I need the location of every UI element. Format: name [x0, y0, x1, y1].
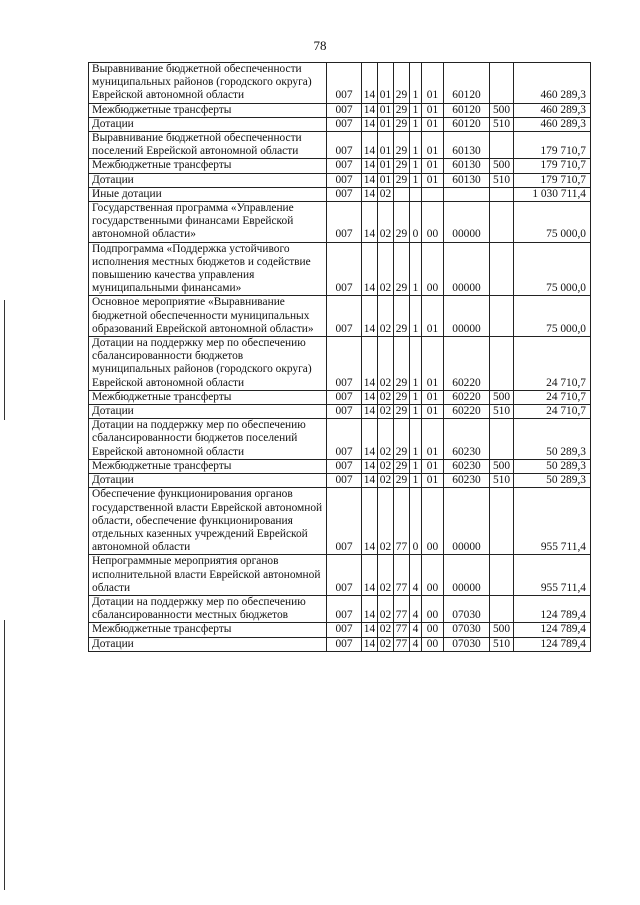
row-gr-code: 007 — [327, 103, 362, 117]
row-name: Межбюджетные трансферты — [89, 623, 327, 637]
row-vr-code: 510 — [490, 637, 514, 651]
row-program-code: 29 — [394, 117, 410, 131]
row-name: Непрограммные мероприятия органов исполнительной власти Еврейской автономной области — [89, 555, 327, 596]
row-event-code: 01 — [422, 63, 444, 104]
row-program-code: 29 — [394, 390, 410, 404]
row-gr-code: 007 — [327, 637, 362, 651]
row-event-code: 00 — [422, 623, 444, 637]
row-rz-code: 14 — [362, 405, 378, 419]
row-subprogram-code: 4 — [410, 637, 422, 651]
row-gr-code: 007 — [327, 474, 362, 488]
row-name: Дотации на поддержку мер по обеспечению сбалансированности бюджетов поселений Еврейской автономной области — [89, 419, 327, 460]
row-direction-code: 60230 — [444, 459, 490, 473]
row-rz-code: 14 — [362, 390, 378, 404]
row-subprogram-code: 1 — [410, 132, 422, 159]
row-program-code: 77 — [394, 623, 410, 637]
row-rz-code: 14 — [362, 419, 378, 460]
row-vr-code — [490, 595, 514, 622]
row-sum: 955 711,4 — [514, 555, 591, 596]
row-name: Обеспечение функционирования органов государственной власти Еврейской автономной области, обеспечение функционирования отдельных казенных учреждений Еврейской автономной области — [89, 488, 327, 555]
row-sum: 460 289,3 — [514, 117, 591, 131]
table-row — [89, 637, 591, 651]
row-pr-code: 02 — [378, 488, 394, 555]
row-subprogram-code: 1 — [410, 390, 422, 404]
row-program-code: 29 — [394, 337, 410, 391]
row-gr-code: 007 — [327, 63, 362, 104]
row-name: Подпрограмма «Поддержка устойчивого исполнения местных бюджетов и содействие повышению качества управления муниципальными финансами» — [89, 242, 327, 296]
row-subprogram-code — [410, 187, 422, 201]
row-direction-code — [444, 187, 490, 201]
row-gr-code: 007 — [327, 390, 362, 404]
row-subprogram-code: 1 — [410, 459, 422, 473]
row-subprogram-code: 1 — [410, 405, 422, 419]
row-rz-code: 14 — [362, 103, 378, 117]
row-program-code: 29 — [394, 459, 410, 473]
row-gr-code: 007 — [327, 159, 362, 173]
table-row — [89, 474, 591, 488]
row-pr-code: 01 — [378, 159, 394, 173]
row-subprogram-code: 1 — [410, 242, 422, 296]
row-vr-code — [490, 63, 514, 104]
row-subprogram-code: 0 — [410, 488, 422, 555]
row-direction-code: 00000 — [444, 296, 490, 337]
row-direction-code: 07030 — [444, 595, 490, 622]
table-row — [89, 63, 591, 104]
budget-table-body — [89, 63, 591, 652]
table-row — [89, 488, 591, 555]
row-vr-code — [490, 337, 514, 391]
row-name: Дотации на поддержку мер по обеспечению сбалансированности местных бюджетов — [89, 595, 327, 622]
row-direction-code: 00000 — [444, 242, 490, 296]
row-vr-code — [490, 555, 514, 596]
row-sum: 50 289,3 — [514, 474, 591, 488]
row-subprogram-code: 1 — [410, 103, 422, 117]
row-subprogram-code: 1 — [410, 117, 422, 131]
row-event-code — [422, 187, 444, 201]
row-gr-code: 007 — [327, 405, 362, 419]
row-program-code: 29 — [394, 405, 410, 419]
row-event-code: 01 — [422, 103, 444, 117]
row-subprogram-code: 1 — [410, 63, 422, 104]
row-pr-code: 02 — [378, 405, 394, 419]
row-event-code: 01 — [422, 419, 444, 460]
page-number: 78 — [313, 38, 327, 53]
row-name: Дотации — [89, 405, 327, 419]
row-event-code: 00 — [422, 202, 444, 243]
budget-table — [88, 62, 591, 652]
row-pr-code: 02 — [378, 242, 394, 296]
row-sum: 124 789,4 — [514, 637, 591, 651]
row-vr-code — [490, 202, 514, 243]
table-row — [89, 555, 591, 596]
row-rz-code: 14 — [362, 63, 378, 104]
row-rz-code: 14 — [362, 459, 378, 473]
row-event-code: 01 — [422, 474, 444, 488]
table-row — [89, 419, 591, 460]
row-event-code: 00 — [422, 488, 444, 555]
row-pr-code: 02 — [378, 474, 394, 488]
row-gr-code: 007 — [327, 187, 362, 201]
row-event-code: 01 — [422, 459, 444, 473]
row-event-code: 00 — [422, 555, 444, 596]
row-event-code: 01 — [422, 390, 444, 404]
row-rz-code: 14 — [362, 159, 378, 173]
row-pr-code: 02 — [378, 459, 394, 473]
row-program-code: 77 — [394, 488, 410, 555]
row-program-code: 77 — [394, 555, 410, 596]
row-subprogram-code: 1 — [410, 173, 422, 187]
row-name: Межбюджетные трансферты — [89, 103, 327, 117]
row-program-code: 77 — [394, 637, 410, 651]
row-sum: 1 030 711,4 — [514, 187, 591, 201]
row-direction-code: 60120 — [444, 63, 490, 104]
row-sum: 24 710,7 — [514, 337, 591, 391]
row-event-code: 01 — [422, 337, 444, 391]
table-row — [89, 242, 591, 296]
row-pr-code: 01 — [378, 103, 394, 117]
row-program-code — [394, 187, 410, 201]
row-direction-code: 60130 — [444, 132, 490, 159]
row-pr-code: 02 — [378, 337, 394, 391]
row-vr-code — [490, 187, 514, 201]
row-event-code: 01 — [422, 296, 444, 337]
row-name: Дотации — [89, 637, 327, 651]
table-row — [89, 390, 591, 404]
row-direction-code: 00000 — [444, 202, 490, 243]
row-program-code: 29 — [394, 202, 410, 243]
row-name: Дотации — [89, 173, 327, 187]
row-sum: 179 710,7 — [514, 159, 591, 173]
row-rz-code: 14 — [362, 117, 378, 131]
table-row — [89, 173, 591, 187]
row-gr-code: 007 — [327, 117, 362, 131]
row-subprogram-code: 4 — [410, 623, 422, 637]
row-name: Дотации на поддержку мер по обеспечению сбалансированности бюджетов муниципальных районов (городского округа) Еврейской автономной области — [89, 337, 327, 391]
row-program-code: 29 — [394, 173, 410, 187]
row-event-code: 00 — [422, 595, 444, 622]
row-direction-code: 60220 — [444, 390, 490, 404]
row-sum: 179 710,7 — [514, 132, 591, 159]
row-rz-code: 14 — [362, 242, 378, 296]
row-subprogram-code: 1 — [410, 159, 422, 173]
row-direction-code: 60130 — [444, 173, 490, 187]
row-name: Межбюджетные трансферты — [89, 390, 327, 404]
row-name: Межбюджетные трансферты — [89, 459, 327, 473]
row-vr-code: 510 — [490, 405, 514, 419]
table-row — [89, 132, 591, 159]
table-row — [89, 187, 591, 201]
row-event-code: 00 — [422, 637, 444, 651]
row-vr-code: 500 — [490, 103, 514, 117]
table-row — [89, 595, 591, 622]
row-sum: 50 289,3 — [514, 459, 591, 473]
row-rz-code: 14 — [362, 132, 378, 159]
row-sum: 75 000,0 — [514, 202, 591, 243]
row-sum: 955 711,4 — [514, 488, 591, 555]
row-gr-code: 007 — [327, 623, 362, 637]
row-gr-code: 007 — [327, 242, 362, 296]
row-sum: 75 000,0 — [514, 296, 591, 337]
row-direction-code: 60130 — [444, 159, 490, 173]
row-vr-code: 510 — [490, 117, 514, 131]
row-vr-code — [490, 242, 514, 296]
row-sum: 124 789,4 — [514, 623, 591, 637]
row-program-code: 29 — [394, 296, 410, 337]
row-rz-code: 14 — [362, 555, 378, 596]
row-vr-code — [490, 419, 514, 460]
row-gr-code: 007 — [327, 132, 362, 159]
row-program-code: 29 — [394, 63, 410, 104]
row-name: Выравнивание бюджетной обеспеченности муниципальных районов (городского округа) Еврейской автономной области — [89, 63, 327, 104]
row-direction-code: 00000 — [444, 555, 490, 596]
row-vr-code: 500 — [490, 390, 514, 404]
table-row — [89, 337, 591, 391]
row-event-code: 00 — [422, 242, 444, 296]
table-row — [89, 623, 591, 637]
row-vr-code — [490, 132, 514, 159]
row-name: Межбюджетные трансферты — [89, 159, 327, 173]
row-pr-code: 02 — [378, 555, 394, 596]
row-rz-code: 14 — [362, 474, 378, 488]
row-pr-code: 02 — [378, 595, 394, 622]
row-sum: 460 289,3 — [514, 103, 591, 117]
row-rz-code: 14 — [362, 623, 378, 637]
row-sum: 24 710,7 — [514, 390, 591, 404]
row-event-code: 01 — [422, 159, 444, 173]
row-pr-code: 01 — [378, 63, 394, 104]
row-program-code: 29 — [394, 132, 410, 159]
table-row — [89, 202, 591, 243]
row-rz-code: 14 — [362, 337, 378, 391]
row-sum: 124 789,4 — [514, 595, 591, 622]
row-vr-code — [490, 296, 514, 337]
row-rz-code: 14 — [362, 187, 378, 201]
row-program-code: 29 — [394, 474, 410, 488]
row-pr-code: 02 — [378, 419, 394, 460]
row-vr-code: 510 — [490, 474, 514, 488]
row-event-code: 01 — [422, 173, 444, 187]
row-pr-code: 02 — [378, 202, 394, 243]
row-sum: 24 710,7 — [514, 405, 591, 419]
row-pr-code: 02 — [378, 187, 394, 201]
row-subprogram-code: 4 — [410, 555, 422, 596]
row-gr-code: 007 — [327, 173, 362, 187]
row-direction-code: 60230 — [444, 474, 490, 488]
row-pr-code: 01 — [378, 117, 394, 131]
row-direction-code: 60220 — [444, 337, 490, 391]
table-row — [89, 459, 591, 473]
row-program-code: 29 — [394, 242, 410, 296]
row-pr-code: 02 — [378, 390, 394, 404]
row-direction-code: 60220 — [444, 405, 490, 419]
row-vr-code: 500 — [490, 159, 514, 173]
row-event-code: 01 — [422, 117, 444, 131]
row-rz-code: 14 — [362, 637, 378, 651]
row-subprogram-code: 1 — [410, 419, 422, 460]
row-program-code: 77 — [394, 595, 410, 622]
row-gr-code: 007 — [327, 296, 362, 337]
row-gr-code: 007 — [327, 202, 362, 243]
row-sum: 50 289,3 — [514, 419, 591, 460]
row-direction-code: 07030 — [444, 637, 490, 651]
row-gr-code: 007 — [327, 555, 362, 596]
row-subprogram-code: 1 — [410, 337, 422, 391]
row-rz-code: 14 — [362, 488, 378, 555]
row-name: Государственная программа «Управление государственными финансами Еврейской автономной области» — [89, 202, 327, 243]
row-direction-code: 07030 — [444, 623, 490, 637]
row-direction-code: 60120 — [444, 117, 490, 131]
row-gr-code: 007 — [327, 337, 362, 391]
row-pr-code: 02 — [378, 623, 394, 637]
row-pr-code: 02 — [378, 637, 394, 651]
row-pr-code: 01 — [378, 132, 394, 159]
row-name: Иные дотации — [89, 187, 327, 201]
row-subprogram-code: 1 — [410, 296, 422, 337]
row-direction-code: 60120 — [444, 103, 490, 117]
row-gr-code: 007 — [327, 488, 362, 555]
row-pr-code: 02 — [378, 296, 394, 337]
row-vr-code: 510 — [490, 173, 514, 187]
row-gr-code: 007 — [327, 595, 362, 622]
scan-margin-mark — [4, 620, 5, 890]
row-program-code: 29 — [394, 159, 410, 173]
row-vr-code — [490, 488, 514, 555]
row-program-code: 29 — [394, 103, 410, 117]
table-row — [89, 405, 591, 419]
row-subprogram-code: 4 — [410, 595, 422, 622]
row-pr-code: 01 — [378, 173, 394, 187]
row-subprogram-code: 1 — [410, 474, 422, 488]
scan-margin-mark — [4, 300, 5, 420]
row-sum: 179 710,7 — [514, 173, 591, 187]
row-sum: 75 000,0 — [514, 242, 591, 296]
row-sum: 460 289,3 — [514, 63, 591, 104]
row-vr-code: 500 — [490, 459, 514, 473]
row-rz-code: 14 — [362, 173, 378, 187]
table-row — [89, 159, 591, 173]
row-rz-code: 14 — [362, 202, 378, 243]
row-gr-code: 007 — [327, 459, 362, 473]
row-gr-code: 007 — [327, 419, 362, 460]
row-name: Дотации — [89, 117, 327, 131]
row-rz-code: 14 — [362, 296, 378, 337]
row-subprogram-code: 0 — [410, 202, 422, 243]
row-event-code: 01 — [422, 132, 444, 159]
row-rz-code: 14 — [362, 595, 378, 622]
row-event-code: 01 — [422, 405, 444, 419]
row-direction-code: 60230 — [444, 419, 490, 460]
table-row — [89, 117, 591, 131]
row-name: Основное мероприятие «Выравнивание бюджетной обеспеченности муниципальных образований Еврейской автономной области» — [89, 296, 327, 337]
row-program-code: 29 — [394, 419, 410, 460]
table-row — [89, 296, 591, 337]
row-direction-code: 00000 — [444, 488, 490, 555]
row-name: Выравнивание бюджетной обеспеченности поселений Еврейской автономной области — [89, 132, 327, 159]
row-name: Дотации — [89, 474, 327, 488]
row-vr-code: 500 — [490, 623, 514, 637]
table-row — [89, 103, 591, 117]
